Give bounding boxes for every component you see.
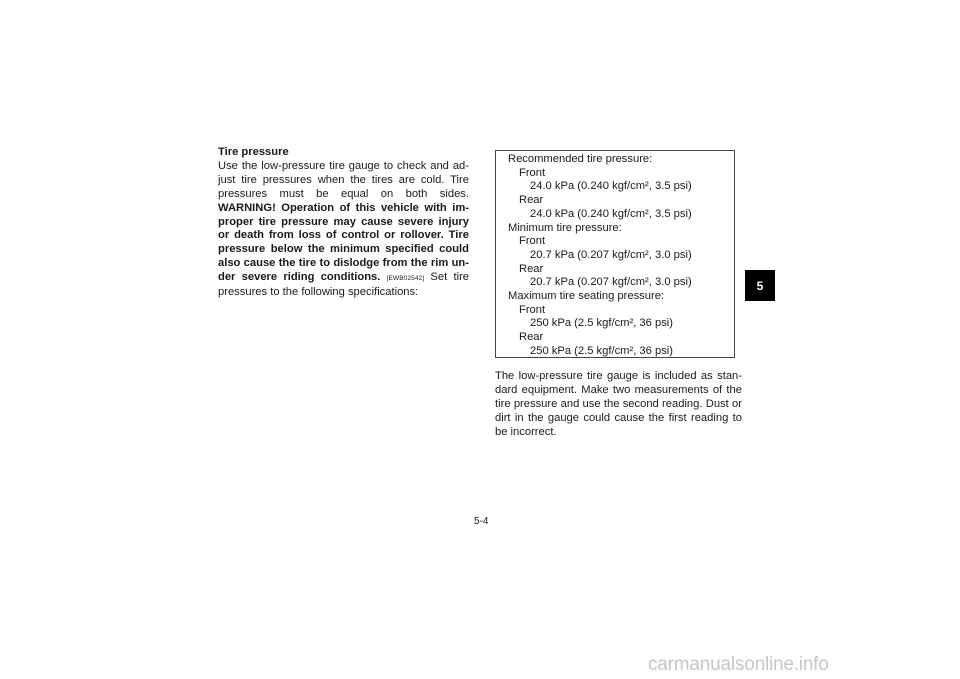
spec-category: Maximum tire seating pressure: (508, 290, 665, 303)
warning-text: WARNING! Operation of this vehicle with im-proper tire pressure may cause severe injury or death from loss of control or rollover. Tire pressure below the minimum specified could also cause the tire to dislodge from the rim un-der severe riding conditions. (218, 201, 469, 284)
spec-value: 20.7 kPa (0.207 kgf/cm², 3.0 psi) (530, 276, 692, 289)
spec-position: Rear (519, 331, 544, 344)
spec-position: Rear (519, 262, 544, 275)
spec-category: Minimum tire pressure: (508, 221, 622, 234)
intro-text: Use the low-pressure tire gauge to check and ad-just tire pressures when the tires are cold. Tire pressures must be equal on both sides. (218, 159, 469, 200)
watermark: carmanualsonline.info (648, 654, 829, 675)
spec-position: Front (519, 166, 546, 179)
spec-position: Front (519, 235, 546, 248)
spec-value: 250 kPa (2.5 kgf/cm², 36 psi) (530, 317, 674, 330)
spec-position: Front (519, 303, 546, 316)
tire-pressure-spec-box (495, 150, 735, 358)
left-column (218, 146, 469, 300)
outro-text: Set tire pressures to the following specifications: (218, 271, 470, 299)
page-number: 5-4 (474, 516, 489, 527)
spec-position: Rear (519, 194, 544, 207)
spec-value: 20.7 kPa (0.207 kgf/cm², 3.0 psi) (530, 248, 692, 261)
spec-value: 24.0 kPa (0.240 kgf/cm², 3.5 psi) (530, 180, 692, 193)
section-heading: Tire pressure (218, 146, 289, 158)
section-body (218, 160, 469, 300)
warning-code: [EWB02542] (386, 275, 425, 283)
gauge-note: The low-pressure tire gauge is included as stan-dard equipment. Make two measurements of the tire pressure and use the second reading. Dust or dirt in the gauge could cause the first reading to be incorrect. (495, 370, 742, 438)
chapter-tab: 5 (745, 270, 775, 301)
spec-value: 250 kPa (2.5 kgf/cm², 36 psi) (530, 344, 674, 357)
spec-category: Recommended tire pressure: (508, 153, 653, 165)
spec-value: 24.0 kPa (0.240 kgf/cm², 3.5 psi) (530, 207, 692, 220)
